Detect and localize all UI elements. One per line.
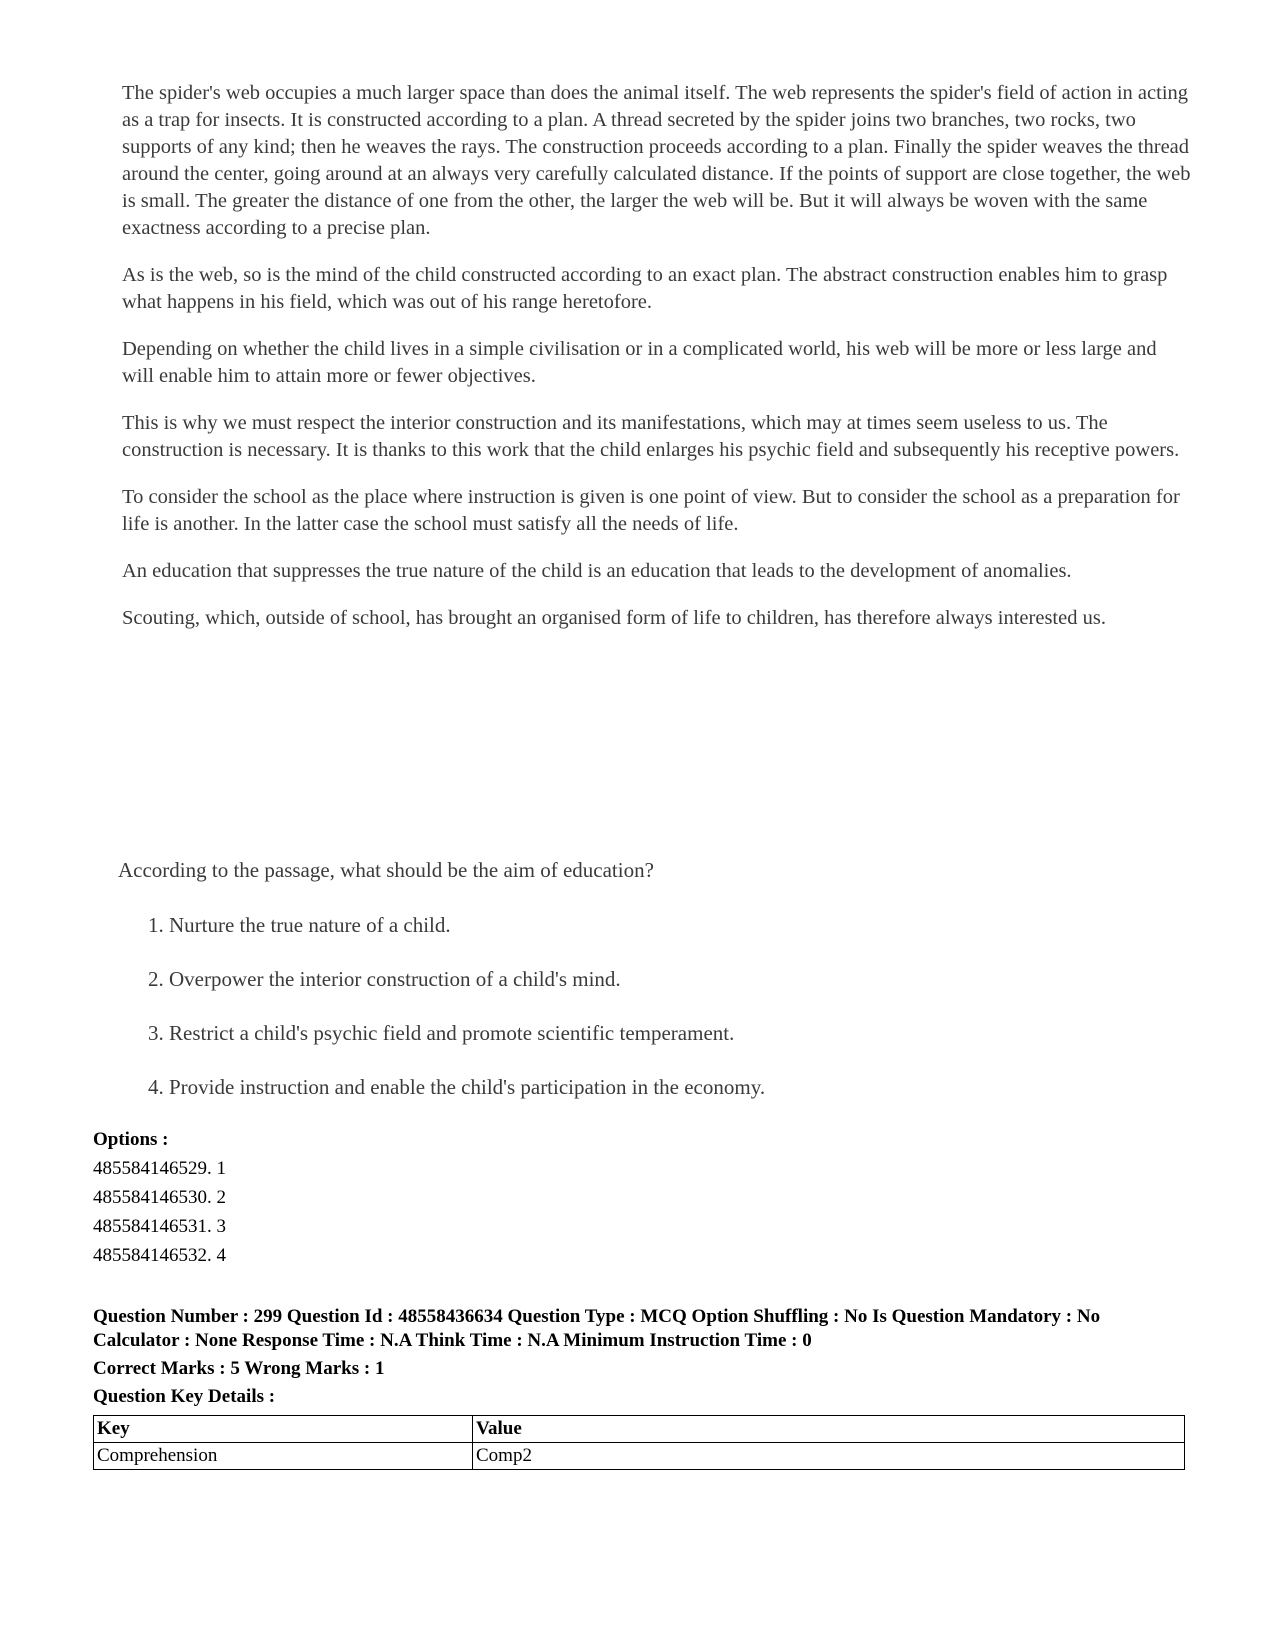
table-header-key: Key bbox=[94, 1416, 473, 1443]
option-item: 485584146531. 3 bbox=[93, 1216, 226, 1237]
passage-paragraph: An education that suppresses the true nature of the child is an education that leads to the development of anomalies. bbox=[122, 560, 1072, 582]
marks-line: Correct Marks : 5 Wrong Marks : 1 bbox=[93, 1358, 385, 1379]
passage-paragraph: As is the web, so is the mind of the child constructed according to an exact plan. The abstract construction enables him to grasp what happens in his field, which was out of his range heretofore. bbox=[122, 264, 1168, 313]
table-header-value: Value bbox=[473, 1416, 1185, 1443]
answer-choice: 1. Nurture the true nature of a child. bbox=[148, 913, 451, 937]
options-heading: Options : bbox=[93, 1129, 169, 1150]
answer-choice: 4. Provide instruction and enable the child's participation in the economy. bbox=[148, 1075, 766, 1099]
passage-paragraph: This is why we must respect the interior construction and its manifestations, which may at times seem useless to us. The construction is necessary. It is thanks to this work that the child enlarges his psychic field and subsequently his receptive powers. bbox=[122, 412, 1180, 461]
table-header-row bbox=[94, 1416, 1185, 1443]
option-item: 485584146529. 1 bbox=[93, 1158, 226, 1179]
answer-choice: 3. Restrict a child's psychic field and promote scientific temperament. bbox=[148, 1021, 735, 1045]
option-item: 485584146530. 2 bbox=[93, 1187, 226, 1208]
question-image bbox=[118, 858, 1118, 1129]
question-text: According to the passage, what should be the aim of education? bbox=[118, 858, 654, 882]
answer-choice: 2. Overpower the interior construction of a child's mind. bbox=[148, 967, 621, 991]
passage-paragraph: To consider the school as the place where instruction is given is one point of view. But to consider the school as a preparation for life is another. In the latter case the school must satisfy all the needs of life. bbox=[122, 486, 1180, 535]
passage-paragraph: Depending on whether the child lives in a simple civilisation or in a complicated world, his web will be more or less large and will enable him to attain more or fewer objectives. bbox=[122, 338, 1157, 387]
passage-paragraph: Scouting, which, outside of school, has brought an organised form of life to children, has therefore always interested us. bbox=[122, 607, 1106, 629]
key-details-heading: Question Key Details : bbox=[93, 1386, 276, 1407]
table-row bbox=[94, 1443, 1185, 1470]
passage-paragraph: The spider's web occupies a much larger space than does the animal itself. The web represents the spider's field of action in acting as a trap for insects. It is constructed according to a plan. A thread secreted by the spider joins two branches, two rocks, two supports of any kind; then he weaves the rays. The construction proceeds according to a plan. Finally the spider weaves the thread around the center, going around at an always very carefully calculated distance. If the points of support are close together, the web is small. The greater the distance of one from the other, the larger the web will be. But it will always be woven with the same exactness according to a precise plan. bbox=[122, 82, 1191, 239]
passage-image bbox=[112, 80, 1192, 652]
question-info bbox=[93, 1305, 1183, 1413]
options-section bbox=[93, 1125, 1183, 1270]
table-cell-key: Comprehension bbox=[94, 1443, 473, 1470]
key-details-table bbox=[93, 1415, 1185, 1470]
question-info-line: Question Number : 299 Question Id : 48558436634 Question Type : MCQ Option Shuffling : No Is Question Mandatory : No Calculator : None Response Time : N.A Think Time : N.A Minimum Instruction Time : 0 bbox=[93, 1306, 1101, 1351]
option-item: 485584146532. 4 bbox=[93, 1245, 226, 1266]
table-cell-value: Comp2 bbox=[473, 1443, 1185, 1470]
